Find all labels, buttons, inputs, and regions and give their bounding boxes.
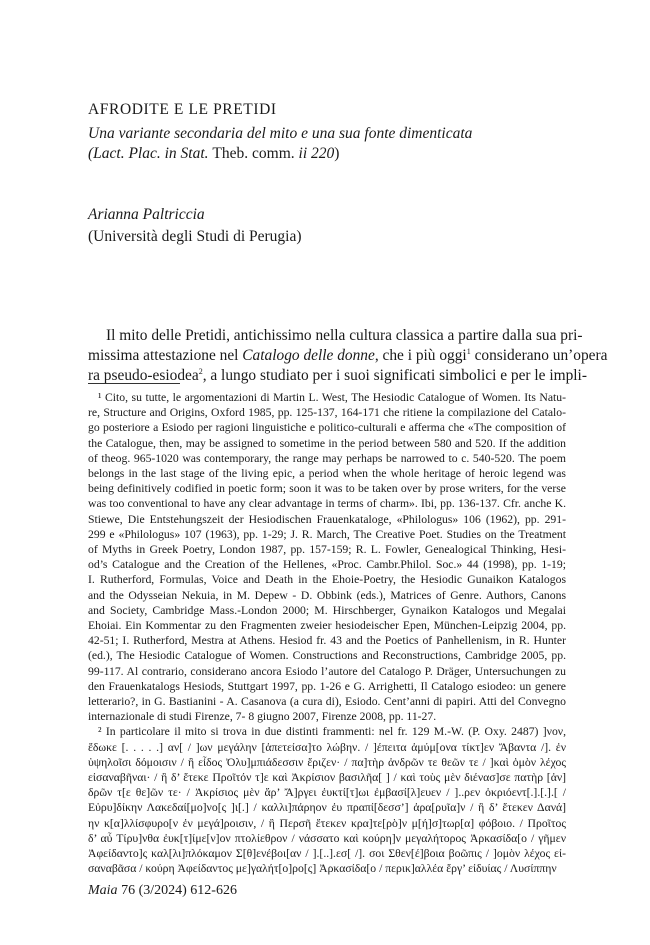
footnote-line: ὑψηλοῖσι δόμοισιν / ἢ εἶδος Ὀλυ]μπιάδεσσιν ἔριζεν· / πα]τὴρ ἀνδρῶν τε θεῶν τε / ]καὶ ὁμὸν λέχος	[88, 755, 566, 769]
footnote-line: of theog. 965-1020 was contemporary, the range may perhaps be narrowed to c. 540-520. The poem	[88, 451, 566, 465]
body-line-2-part: missima attestazione nel	[88, 347, 243, 364]
footnote-line: δρῶν τ[ε θε]ῶν τε· / Ἀκρίσιος μὲν ἄρ’ Ἄ]ργει ἐυκτί[τ]ωι ἐμβασί[λ]ευεν / ]..ρεν ὀκριόεντ[.].[.].[ /	[88, 786, 566, 800]
body-line-3-part: ra pseudo-esiodea	[88, 367, 199, 384]
footnote-line: den Frauenkatalogs Hesiods, Stuttgart 1997, pp. 1-26 e G. Arrighetti, Il Catalogo esiodeo: un genere	[88, 679, 566, 693]
footnote-line: σαναβᾶσα / κούρη Ἀφείδαντος με]γαλήτ[ο]ρο[ς] Ἀρκασίδα[ο / περικ]αλλέα ἔργ’ εἰδυίας / Λυσίππην	[88, 862, 557, 876]
footnote-2	[88, 724, 566, 876]
footnote-line: Stiewe, Die Entstehungszeit der Hesiodischen Frauenkataloge, «Philologus» 106 (1962), pp. 291-	[88, 512, 566, 526]
footnote-line: and the Odysseian Nekuia, in M. Depew - D. Obbink (eds.), Matrices of Genre. Authors, Canons	[88, 588, 566, 602]
body-line-2-part: , che i più oggi	[374, 347, 467, 364]
footnote-ref-2[interactable]: 2	[198, 366, 203, 376]
footnote-line: Ehoiai. Ein Kommentar zu den Fragmenten zweier hesiodeischer Epen, München-Leipzig 2004, pp.	[88, 619, 566, 633]
footnote-line: I. Rutherford, Formulas, Voice and Death in the Ehoie-Poetry, the Hesiodic Gunaikon Katalogos	[88, 573, 566, 587]
article-title: AFRODITE E LE PRETIDI	[88, 101, 277, 118]
author-name: Arianna Paltriccia	[88, 206, 205, 223]
footnote-1	[88, 390, 566, 724]
footnote-line: re, Structure and Origins, Oxford 1985, pp. 125-137, 164-171 che ritiene la compilazione del Catalo-	[88, 406, 566, 420]
footnote-line: (ed.), The Hesiodic Catalogue of Women. Constructions and Reconstructions, Cambridge 2005, pp.	[88, 649, 566, 663]
footnote-line: letterario?, in G. Bastianini - A. Casanova (a cura di), Esiodo. Cent’anni di papiri. Atti del Convegno	[88, 695, 566, 709]
page-footer	[88, 883, 237, 899]
footnote-line: δ’ αὖ Τίρυ]νθα ἐυκ[τ]ίμε[ν]ον πτολίεθρον / νάσσατο καὶ κούρη]ν μεγαλήτορος Ἀρκασίδα[ο / γῆμεν	[88, 831, 566, 845]
footnote-line: of Myths in Greek Poetry, London 1987, pp. 157-159; R. L. Fowler, Genealogical Thinking, Hesi-	[88, 543, 566, 557]
footnote-line: 42-51; I. Rutherford, Mestra at Athens. Hesiod fr. 43 and the Poetics of Panhellenism, in R. Hunter	[88, 634, 566, 648]
footnote-line: being definitively codified in poetic form; soon it was to be taken over by prose writers, for the verse	[88, 482, 566, 496]
footnote-line: belongs in the last stage of the living epic, a period when the whole heritage of heroic legend was	[88, 467, 566, 481]
footnote-line: the Catalogue, then, may be assigned to sometime in the period between 580 and 520. If the addition	[88, 436, 566, 450]
footnote-separator	[88, 383, 180, 384]
subtitle-line-2b: Theb. comm.	[212, 145, 295, 162]
body-line-3-part: , a lungo studiato per i suoi significati simbolici e per le impli-	[202, 367, 587, 384]
catalogue-title: Catalogo delle donne	[242, 347, 375, 364]
article-subtitle	[88, 124, 588, 164]
footnote-line: go posteriore a Esiodo per ragioni linguistiche e politico-culturali e afferma che «The composition of	[88, 421, 566, 435]
journal-name: Maia	[88, 883, 118, 898]
footnote-line: internazionale di studi Firenze, 7- 8 giugno 2007, Firenze 2008, pp. 11-27.	[88, 710, 437, 724]
subtitle-line-2d: )	[334, 145, 340, 162]
footnote-line: ἔδωκε [. . . . .] αν[ / ]ων μεγάλην [ἀπετείσα]το λώβην. / ]έπειτα ἀμύμ[ονα τίκτ]εν Ἄβαντα /]. ἐν	[88, 740, 566, 754]
footnote-line: 299 e «Philologus» 107 (1963), pp. 1-29; J. R. March, The Creative Poet. Studies on the Treatment	[88, 527, 566, 541]
subtitle-line-2a: (Lact. Plac. in Stat.	[88, 145, 209, 162]
body-line-2-part: considerano un’opera	[470, 347, 608, 364]
footnote-line: was too conventional to have any clear advantage in terms of charm». Ibi, pp. 136-137. Cfr. anche K.	[88, 497, 566, 511]
footnote-line: ην κ[α]λλίσφυρο[ν ἐν μεγά]ροισιν, / ἣ Περσῆ ἔτεκεν κρα]τε[ρὸ]ν μ[ή]σ]τωρ[α] φόβοιο. / Προῖτος	[88, 816, 566, 830]
footnote-line: εἰσαναβῆναι· / ἣ δ’ ἔτεκε Προῖτόν τ]ε καὶ Ἀκρίσιον βασιλῆα[ ] / καὶ τοὺς μὲν διένασ]σε πατὴρ [ἀν]	[88, 771, 566, 785]
footnote-line: od’s Catalogue and the Creation of the Hellenes, «Proc. Cambr.Philol. Soc.» 44 (1998), pp. 1-19;	[88, 558, 566, 572]
footnote-ref-1[interactable]: 1	[466, 346, 471, 356]
footnote-line: Εὐρυ]δίκην Λακεδαί[μο]νο[ς ]ι[.] / καλλι]πάρηον ἐυ πραπί[δεσσ’] ἀρα[ρυῖα]ν / ἣ δ’ ἔτεκεν Δανά]	[88, 801, 566, 815]
journal-issue: 76 (3/2024) 612-626	[117, 883, 237, 898]
footnote-line: ² In particolare il mito si trova in due distinti frammenti: nel fr. 129 M.-W. (P. Oxy. 2487) ]νον,	[98, 725, 566, 739]
body-line-2	[88, 346, 608, 366]
subtitle-line-2c: ii 220	[298, 145, 335, 162]
footnote-line: ¹ Cito, su tutte, le argomentazioni di Martin L. West, The Hesiodic Catalogue of Women. Its Natu-	[98, 391, 566, 404]
footnotes	[88, 390, 566, 877]
body-line-1: Il mito delle Pretidi, antichissimo nella cultura classica a partire dalla sua pri-	[106, 327, 583, 344]
footnote-line: Ἀφείδαντο]ς καλ[λι]πλόκαμον Σ[θ]ενέβοι[αν / ].[..].εσ[ /]. σοι Σθεν[έ]βοια βοῶπις / ]ομὸν λέχος εἰ-	[88, 847, 566, 861]
footnote-line: 99-117. Al contrario, considerano ancora Esiodo l’autore del Catalogo P. Dräger, Untersuchungen zu	[88, 664, 566, 678]
author-affiliation: (Università degli Studi di Perugia)	[88, 228, 302, 245]
body-paragraph	[88, 326, 608, 386]
subtitle-line-1: Una variante secondaria del mito e una sua fonte dimenticata	[88, 125, 473, 142]
footnote-line: and Society, Cambridge Mass.-London 2000; M. Hirschberger, Gynaikon Katalogos und Megalai	[88, 603, 566, 617]
